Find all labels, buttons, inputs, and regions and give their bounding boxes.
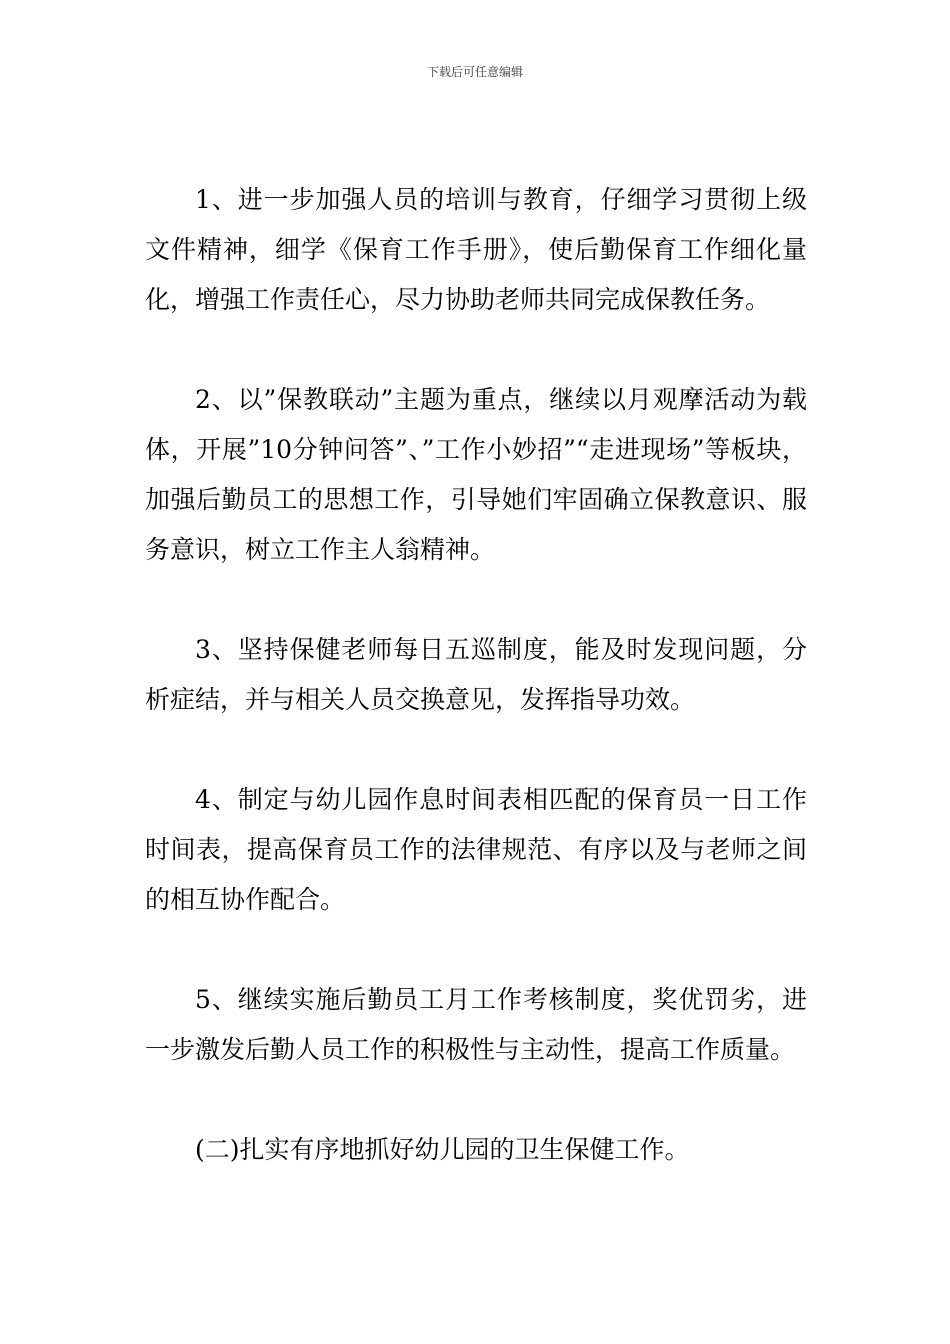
paragraph-2: 2、以”保教联动”主题为重点，继续以月观摩活动为载体，开展”10分钟问答”、”工作小妙招”“走进现场”等板块，加强后勤员工的思想工作，引导她们牢固确立保教意识、服务意识，树立工作主人翁精神。 <box>145 385 807 564</box>
paragraph-5: 5、继续实施后勤员工月工作考核制度，奖优罚劣，进一步激发后勤人员工作的积极性与主动性，提高工作质量。 <box>145 985 807 1064</box>
section-heading: (二)扎实有序地抓好幼儿园的卫生保健工作。 <box>195 1135 690 1164</box>
document-body <box>145 175 807 1175</box>
paragraph-1: 1、进一步加强人员的培训与教育，仔细学习贯彻上级文件精神，细学《保育工作手册》，使后勤保育工作细化量化，增强工作责任心，尽力协助老师共同完成保教任务。 <box>145 185 807 314</box>
page-header-note: 下载后可任意编辑 <box>426 65 523 79</box>
paragraph-4: 4、制定与幼儿园作息时间表相匹配的保育员一日工作时间表，提高保育员工作的法律规范、有序以及与老师之间的相互协作配合。 <box>145 785 807 914</box>
paragraph-3: 3、坚持保健老师每日五巡制度，能及时发现问题，分析症结，并与相关人员交换意见，发挥指导功效。 <box>145 635 807 714</box>
